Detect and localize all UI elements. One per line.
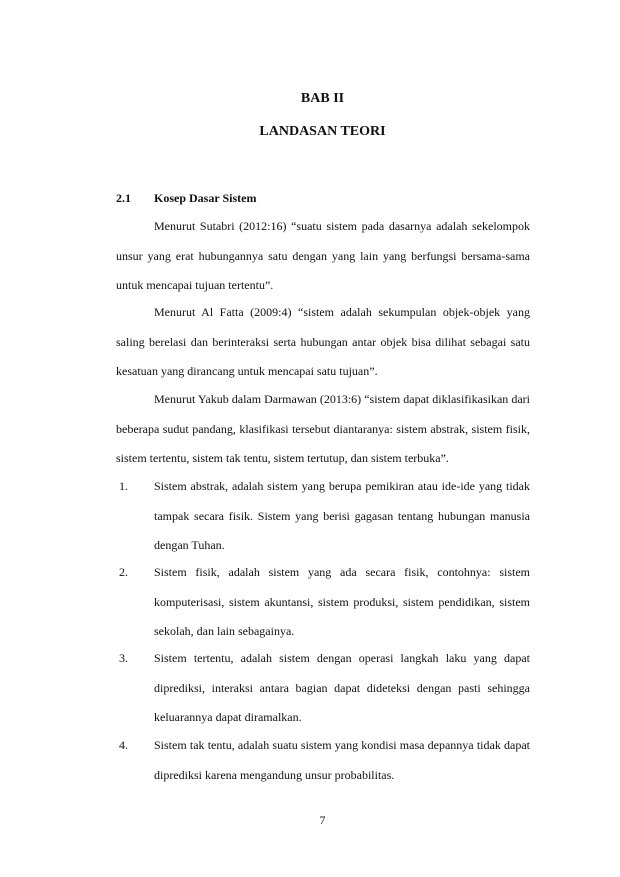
paragraph bbox=[116, 212, 530, 301]
section-number: 2.1 bbox=[116, 191, 131, 205]
list-item bbox=[116, 644, 530, 733]
list-item-text: Sistem abstrak, adalah sistem yang berupa pemikiran atau ide-ide yang tidak tampak secara fisik. Sistem yang berisi gagasan tentang hubungan manusia dengan Tuhan. bbox=[154, 479, 530, 552]
list-item bbox=[116, 558, 530, 647]
chapter-title: LANDASAN TEORI bbox=[259, 124, 386, 139]
list-item-number: 3. bbox=[119, 651, 128, 665]
list-item-number: 1. bbox=[119, 479, 128, 493]
list-item-number: 4. bbox=[119, 738, 128, 752]
paragraph bbox=[116, 298, 530, 387]
paragraph-text: Menurut Sutabri (2012:16) “suatu sistem pada dasarnya adalah sekelompok unsur yang erat hubungannya satu dengan yang lain yang berfungsi bersama-sama untuk mencapai tujuan tertentu”. bbox=[116, 219, 530, 292]
list-item-text: Sistem tertentu, adalah sistem dengan operasi langkah laku yang dapat diprediksi, interaksi antara bagian dapat dideteksi dengan pasti sehingga keluarannya dapat diramalkan. bbox=[154, 651, 530, 724]
paragraph bbox=[116, 385, 530, 474]
list-item bbox=[116, 731, 530, 790]
paragraph-text: Menurut Al Fatta (2009:4) “sistem adalah sekumpulan objek-objek yang saling berelasi dan berinteraksi serta hubungan antar objek bisa dilihat sebagai satu kesatuan yang dirancang untuk mencapai satu tujuan”. bbox=[116, 305, 530, 378]
list-item-text: Sistem tak tentu, adalah suatu sistem yang kondisi masa depannya tidak dapat diprediksi karena mengandung unsur probabilitas. bbox=[154, 738, 530, 782]
list-item-number: 2. bbox=[119, 565, 128, 579]
chapter-number: BAB II bbox=[300, 91, 345, 106]
section-title: Kosep Dasar Sistem bbox=[154, 191, 257, 205]
section-heading bbox=[116, 189, 530, 207]
list-item bbox=[116, 472, 530, 561]
page-number: 7 bbox=[319, 813, 326, 827]
paragraph-text: Menurut Yakub dalam Darmawan (2013:6) “sistem dapat diklasifikasikan dari beberapa sudut pandang, klasifikasi tersebut diantaranya: sistem abstrak, sistem fisik, sistem tertentu, sistem tak tentu, sistem tertutup, dan sistem terbuka”. bbox=[116, 392, 530, 465]
list-item-text: Sistem fisik, adalah sistem yang ada secara fisik, contohnya: sistem komputerisasi, sistem akuntansi, sistem produksi, sistem pendidikan, sistem sekolah, dan lain sebagainya. bbox=[154, 565, 530, 638]
